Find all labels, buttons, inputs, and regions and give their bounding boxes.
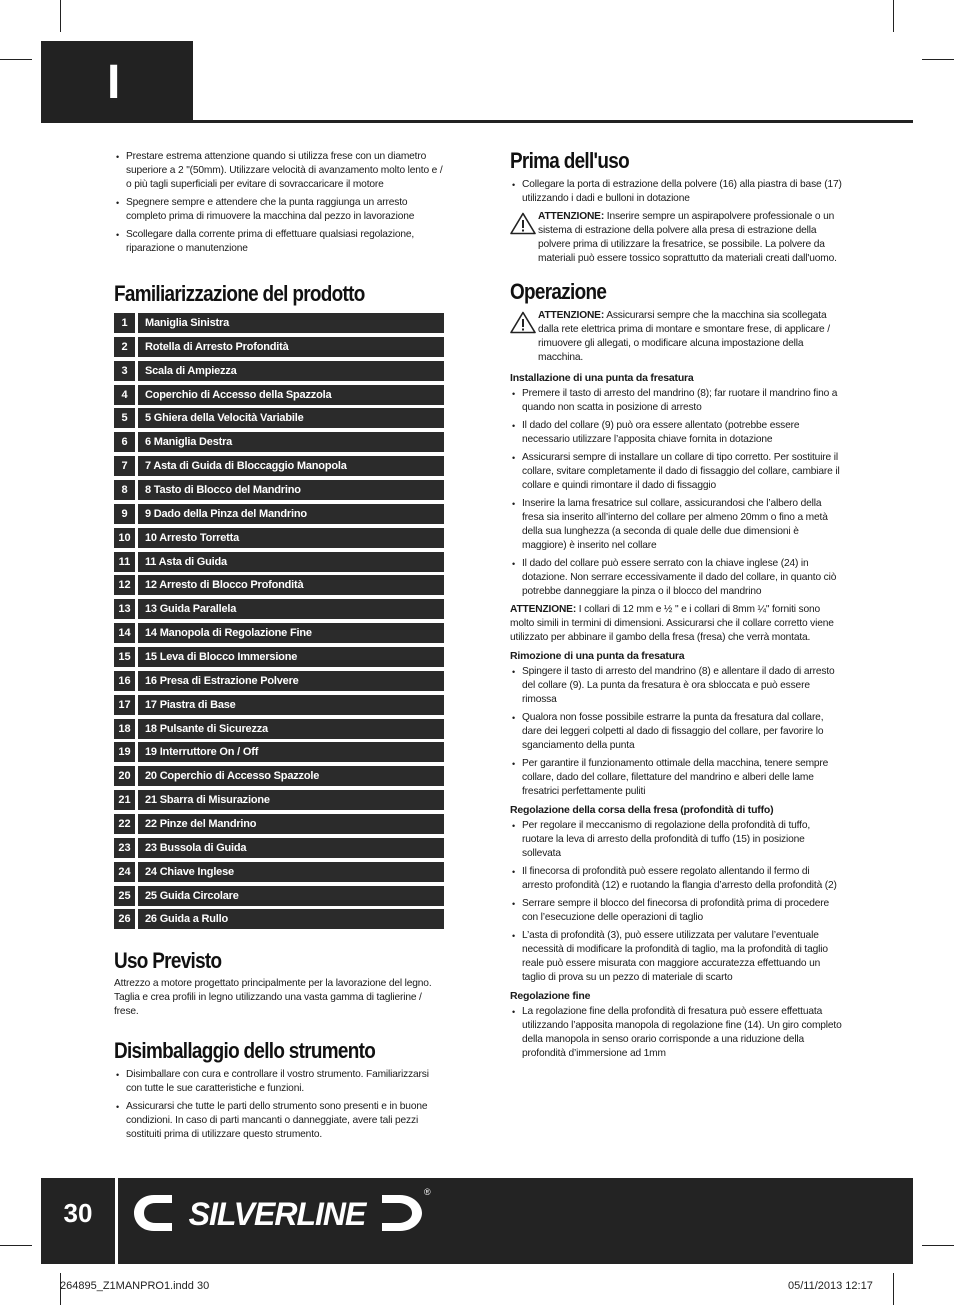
list-item: • Inserire la lama fresatrice sul collare, assicurandosi che l’albero della fresa sia inserito all’interno del collare per almeno 20mm o fino a metà della sua lunghezza (a seconda di quale delle due dimensioni è maggiore) è inserito nel collare [510, 497, 842, 553]
part-label: 7 Asta di Guida di Bloccaggio Manopola [138, 456, 444, 476]
warning-triangle-icon [510, 311, 536, 334]
part-number: 12 [114, 575, 135, 595]
part-label: 18 Pulsante di Sicurezza [138, 719, 444, 739]
part-label: Rotella di Arresto Profondità [138, 337, 444, 357]
before-use-bullets [510, 178, 842, 206]
part-row [114, 862, 444, 882]
part-label: 15 Leva di Blocco Immersione [138, 647, 444, 667]
part-number: 7 [114, 456, 135, 476]
part-row [114, 313, 444, 333]
crop-mark [893, 0, 894, 32]
part-label: Maniglia Sinistra [138, 313, 444, 333]
part-number: 26 [114, 909, 135, 929]
part-number: 17 [114, 695, 135, 715]
part-number: 19 [114, 742, 135, 762]
part-number: 10 [114, 528, 135, 548]
part-row [114, 552, 444, 572]
list-item: • Prestare estrema attenzione quando si utilizza frese con un diametro superiore a 2 "(50mm). Utilizzare velocità di avanzamento molto lento e / o più tagli superficiali per evitare di sovraccaricare il motore [114, 150, 444, 192]
part-number: 15 [114, 647, 135, 667]
part-row [114, 719, 444, 739]
warning-text: Inserire sempre un aspirapolvere professionale o un sistema di estrazione della polvere alla presa di estrazione della polvere prima di utilizzare la fresatrice, se possibile. La polvere da materiali può essere tossico soprattutto da materiali creati dall'uomo. [538, 211, 837, 264]
crop-mark [60, 0, 61, 32]
list-item: • Assicurarsi che tutte le parti dello strumento sono presenti e in buone condizioni. In caso di parti mancanti o danneggiate, avere tali pezzi sostituiti prima di utilizzare questo strumento. [114, 1100, 444, 1142]
section-title-intended-use: Uso Previsto [114, 948, 222, 974]
list-item: • Spingere il tasto di arresto del mandrino (8) e allentare il dado di arresto del collare (9). La punta da fresatura è ora sbloccata e può essere rimossa [510, 665, 842, 707]
part-number: 21 [114, 790, 135, 810]
language-tab-label: I [107, 56, 120, 109]
part-number: 6 [114, 432, 135, 452]
part-number: 14 [114, 623, 135, 643]
operation-warning [510, 309, 842, 365]
part-row [114, 361, 444, 381]
before-use-warning [510, 210, 842, 266]
note-label: ATTENZIONE: [510, 604, 577, 615]
part-row [114, 814, 444, 834]
subheading-fine: Regolazione fine [510, 990, 591, 1002]
list-item: • La regolazione fine della profondità di fresatura può essere effettuata utilizzando l’apposita manopola di regolazione fine (14). Un giro completo della manopola in senso orario corrisponde a una riduzione della profondità d’immersione ad 1mm [510, 1005, 842, 1061]
part-row [114, 456, 444, 476]
part-label: Scala di Ampiezza [138, 361, 444, 381]
subheading-depth: Regolazione della corsa della fresa (profondità di tuffo) [510, 804, 774, 816]
part-label: 23 Bussola di Guida [138, 838, 444, 858]
section-title-before-use: Prima dell'uso [510, 148, 629, 173]
list-item: • Spegnere sempre e attendere che la punta raggiunga un arresto completo prima di rimuovere la macchina dal pezzo in lavorazione [114, 196, 444, 224]
part-number: 11 [114, 552, 135, 572]
part-row [114, 886, 444, 906]
registered-mark: ® [424, 1187, 431, 1197]
part-number: 18 [114, 719, 135, 739]
part-row [114, 671, 444, 691]
date-slug: 05/11/2013 12:17 [788, 1280, 873, 1292]
silverline-logo [132, 1185, 432, 1246]
part-number: 16 [114, 671, 135, 691]
part-label: 24 Chiave Inglese [138, 862, 444, 882]
list-item: • L’asta di profondità (3), può essere utilizzata per valutare l’eventuale necessità di modificare la profondità di taglio, ma la profondità di taglio reale può essere misurata con maggiore accuratezza effettuando un taglio di prova su un pezzo di materiale di scarto [510, 929, 842, 985]
list-item: • Il dado del collare (9) può ora essere allentato (potrebbe essere necessario utilizzare l’apposita chiave fornita in dotazione [510, 419, 842, 447]
part-row [114, 337, 444, 357]
part-label: 26 Guida a Rullo [138, 909, 444, 929]
list-item: • Assicurarsi sempre di installare un collare di tipo corretto. Per sostituire il collare, svitare completamente il dado di fissaggio del collare, cambiare il collare e quindi rimontare il dado di fissaggio [510, 451, 842, 493]
file-slug: 264895_Z1MANPRO1.indd 30 [60, 1280, 210, 1292]
part-number: 2 [114, 337, 135, 357]
list-item: • Per regolare il meccanismo di regolazione della profondità di tuffo, ruotare la leva di arresto della profondità di tuffo (15) in posizione sollevata [510, 819, 842, 861]
language-tab [41, 41, 193, 123]
part-number: 23 [114, 838, 135, 858]
part-row [114, 408, 444, 428]
brand-wordmark: SILVERLINE [188, 1196, 366, 1232]
part-label: 19 Interruttore On / Off [138, 742, 444, 762]
warning-triangle-icon [510, 212, 536, 235]
part-label: 13 Guida Parallela [138, 599, 444, 619]
part-row [114, 838, 444, 858]
part-row [114, 599, 444, 619]
part-number: 4 [114, 385, 135, 405]
part-row [114, 695, 444, 715]
remove-bullets [510, 665, 842, 799]
part-label: 20 Coperchio di Accesso Spazzole [138, 766, 444, 786]
part-row [114, 432, 444, 452]
part-label: 16 Presa di Estrazione Polvere [138, 671, 444, 691]
part-label: 10 Arresto Torretta [138, 528, 444, 548]
part-number: 24 [114, 862, 135, 882]
part-label: 12 Arresto di Blocco Profondità [138, 575, 444, 595]
part-label: 14 Manopola di Regolazione Fine [138, 623, 444, 643]
part-number: 9 [114, 504, 135, 524]
header-rule [41, 120, 913, 123]
part-row [114, 480, 444, 500]
part-row [114, 575, 444, 595]
part-row [114, 790, 444, 810]
part-label: 22 Pinze del Mandrino [138, 814, 444, 834]
part-label: 6 Maniglia Destra [138, 432, 444, 452]
depth-bullets [510, 819, 842, 985]
part-row [114, 504, 444, 524]
list-item: • Per garantire il funzionamento ottimale della macchina, tenere sempre collare, dado del collare, filettature del mandrino e alberi delle lame fresatrici perfettamente puliti [510, 757, 842, 799]
unpacking-bullets [114, 1068, 444, 1142]
part-label: 8 Tasto di Blocco del Mandrino [138, 480, 444, 500]
crop-mark [922, 1245, 954, 1246]
part-label: 5 Ghiera della Velocità Variabile [138, 408, 444, 428]
part-label: 17 Piastra di Base [138, 695, 444, 715]
part-row [114, 528, 444, 548]
part-number: 25 [114, 886, 135, 906]
part-row [114, 385, 444, 405]
part-number: 22 [114, 814, 135, 834]
crop-mark [893, 1273, 894, 1305]
section-title-familiarisation: Familiarizzazione del prodotto [114, 281, 365, 306]
list-item: • Collegare la porta di estrazione della polvere (16) alla piastra di base (17) utilizzando i dadi e bulloni in dotazione [510, 178, 842, 206]
install-bullets [510, 387, 842, 599]
part-number: 20 [114, 766, 135, 786]
part-number: 5 [114, 408, 135, 428]
warning-text: Assicurarsi sempre che la macchina sia scollegata dalla rete elettrica prima di montare e smontare frese, di applicare / rimuovere gli allegati, o modificare alcuna impostazione della macchina. [538, 310, 830, 363]
parts-list [114, 313, 444, 929]
section-title-unpacking: Disimballaggio dello strumento [114, 1038, 376, 1064]
part-label: 11 Asta di Guida [138, 552, 444, 572]
list-item: • Disimballare con cura e controllare il vostro strumento. Familiarizzarsi con tutte le sue caratteristiche e funzioni. [114, 1068, 444, 1096]
part-row [114, 647, 444, 667]
part-number: 8 [114, 480, 135, 500]
part-number: 3 [114, 361, 135, 381]
install-note [510, 603, 842, 645]
crop-mark [0, 1245, 32, 1246]
section-title-operation: Operazione [510, 279, 607, 304]
subheading-install: Installazione di una punta da fresatura [510, 372, 694, 384]
note-text: I collari di 12 mm e ½ " e i collari di 8mm ¼" forniti sono molto simili in termini di dimensioni. Assicurarsi che il collare corretto viene utilizzato per abbinare il gambo della fresa (fresa) che verrà montata. [510, 604, 834, 643]
right-column [510, 148, 842, 1065]
footer-divider [115, 1178, 118, 1264]
part-label: 21 Sbarra di Misurazione [138, 790, 444, 810]
left-column [114, 150, 444, 1146]
list-item: • Premere il tasto di arresto del mandrino (8); far ruotare il mandrino fino a quando non scatta in posizione di arresto [510, 387, 842, 415]
intended-use-text: Attrezzo a motore progettato principalmente per la lavorazione del legno. Taglia e crea profili in legno utilizzando una vasta gamma di taglierine / frese. [114, 978, 432, 1018]
part-row [114, 909, 444, 929]
crop-mark [922, 59, 954, 60]
silverline-logo-icon [132, 1185, 432, 1241]
warning-label: ATTENZIONE: [538, 211, 605, 222]
part-row [114, 766, 444, 786]
list-item: • Scollegare dalla corrente prima di effettuare qualsiasi regolazione, riparazione o manutenzione [114, 228, 444, 256]
page-number: 30 [63, 1198, 93, 1228]
part-label: 9 Dado della Pinza del Mandrino [138, 504, 444, 524]
part-row [114, 742, 444, 762]
part-number: 1 [114, 313, 135, 333]
subheading-remove: Rimozione di una punta da fresatura [510, 650, 685, 662]
list-item: • Il dado del collare può essere serrato con la chiave inglese (24) in dotazione. Non serrare eccessivamente il dado del collare, in quanto ciò potrebbe danneggiare la pinza o il blocco del mandrino [510, 557, 842, 599]
part-label: Coperchio di Accesso della Spazzola [138, 385, 444, 405]
part-row [114, 623, 444, 643]
list-item: • Il finecorsa di profondità può essere regolato allentando il fermo di arresto profondità (12) e ruotando la flangia d’arresto della profondità (2) [510, 865, 842, 893]
part-number: 13 [114, 599, 135, 619]
part-label: 25 Guida Circolare [138, 886, 444, 906]
list-item: • Serrare sempre il blocco del finecorsa di profondità prima di procedere con l’esecuzione delle operazioni di taglio [510, 897, 842, 925]
warning-label: ATTENZIONE: [538, 310, 605, 321]
safety-bullets [114, 150, 444, 256]
list-item: • Qualora non fosse possibile estrarre la punta da fresatura dal collare, dare dei leggeri colpetti al dado di fissaggio del collare, per favorire lo sganciamento della punta [510, 711, 842, 753]
crop-mark [0, 59, 32, 60]
fine-bullets [510, 1005, 842, 1061]
